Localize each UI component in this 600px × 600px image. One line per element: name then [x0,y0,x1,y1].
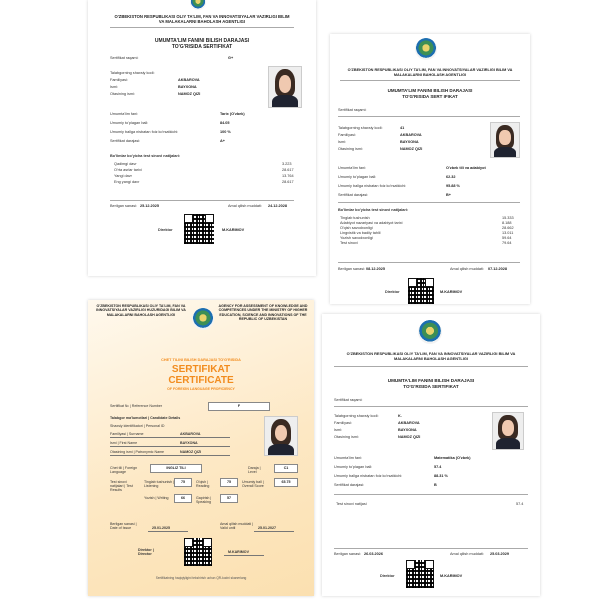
issued-date: 25.12.2025 [140,204,160,208]
divider [110,27,294,28]
divider [334,494,528,495]
divider [254,531,294,532]
issued-label: Berilgan sanasi: [338,267,366,271]
divider [110,200,294,201]
field-label: Sertifikat raqami: [334,398,363,402]
qr-code-icon [184,214,214,244]
field-label: Shaxsiy identifikatori | Personal ID [110,424,165,428]
emblem-icon [192,308,214,330]
field-label: Otasining ismi: [334,435,359,439]
result-value: 100 % [220,130,231,134]
result-label: Umumiy ballga nisbatan foiz ko'rsatkichi: [338,184,407,188]
candidate-photo [264,416,298,456]
language-label: Chet tili | Foreign Language [110,466,138,474]
certificate-title-en: CERTIFICATE [168,375,234,386]
field-label: Familiyasi: [334,421,352,425]
certificate-subtitle: CHET TILINI BILISH DARAJASI TO'G'RISIDA [161,358,241,362]
field-value: NAMOZ QIZI [178,92,201,96]
divider [334,406,528,407]
field-value: BAYXONA [178,85,197,89]
result-label: Umumta'lim fani: [338,166,367,170]
issued-label: Berilgan sanasi | Date of Issue [110,522,137,530]
agency-header: O'ZBEKISTON RESPUBLIKASI OLIY TA'LIM, FAN VA INNOVATSIYALAR VAZIRLIGI BILIM VA MALAKALARNI BAHOLASH AGENTLIGI [347,68,513,77]
section-heading: Bo'limlar bo'yicha test sinovi natijalari: [338,208,409,212]
valid-date: 07.12.2028 [488,267,508,271]
result-label: Umumiy to'plagan ball: [338,175,377,179]
field-label: Otasining ismi: [338,147,363,151]
section-label: Lingvistik va badiiy tahlil [340,231,381,235]
certificate-title: UMUMTA'LIM FANINI BILISH DARAJASI [387,88,473,93]
director-label: Direktor | Director [138,548,154,556]
test-results-label: Test sinovi natijalari | Test Results [110,480,133,492]
result-value: B+ [446,193,451,197]
director-name: M.KARIMOV [440,574,463,578]
result-label: Umumiy ballga nisbatan foiz ko'rsatkichi: [334,474,403,478]
qr-code-icon [408,278,434,304]
certificate-math [322,314,540,596]
certificate-title: UMUMTA'LIM FANINI BILISH DARAJASI [154,38,250,44]
result-value: 84.05 [220,121,230,125]
candidate-photo [268,66,302,108]
certificate-title-2: TO'G'RISIDA SERT IFIKAT [402,94,458,99]
score-label: Tinglab tushunish | Listening [144,480,174,488]
result-label: Sertifikat darajasi: [334,483,365,487]
certificate-title-uz: SERTIFIKAT [171,364,231,375]
divider [224,555,264,556]
divider [334,548,528,549]
field-value: K. [398,414,402,418]
director-name: M.KARIMOV [440,290,463,294]
result-label: Sertifikat darajasi: [110,139,141,143]
field-label: Familiyasi: [110,78,128,82]
field-label: Familiyasi | Surname [110,432,144,436]
section-label: Eng yangi davr [114,180,140,184]
certificate-uzbek-language [330,34,530,304]
divider [338,116,520,117]
field-value: NAMOZ QIZI [400,147,423,151]
section-value: 8.188 [502,221,512,225]
issued-date: 26.03.2026 [364,552,384,556]
score-label: Gapirish | Speaking [196,496,212,504]
field-label: Ismi: [334,428,343,432]
score-label: O'qish | Reading [196,480,210,488]
candidate-heading: Talabgor ma'lumotlari | Candidate Details [110,416,181,420]
section-label: O'rta asrlar tarixi [114,168,142,172]
divider [110,446,230,447]
section-value: 13.764 [282,174,294,178]
section-heading: Bo'limlar bo'yicha test sinovi natijalari: [110,154,181,158]
issued-date: 25.01.2025 [152,526,170,530]
candidate-photo [490,122,520,158]
score-writing: 66 [174,494,192,503]
section-value: 28.617 [282,168,294,172]
emblem-icon [415,38,437,60]
agency-header-uz: O'ZBEKISTON RESPUBLIKASI OLIY TA'LIM, FAN VA INNOVATSIYALAR VAZIRLIGI HUZURIDAGI BILIM VA MALAKALARNI BAHOLASH AGENTLIGI [96,304,186,317]
field-label: Familiyasi: [338,133,356,137]
language-value: INGLIZ TILI [150,464,202,473]
test-result-value: 57.4 [516,502,524,506]
field-label: Talabgorning shaxsiy kodi: [110,71,155,75]
certificate-foreign-language [88,300,314,596]
test-result-label: Test sinovi natijasi [336,502,367,506]
section-value: 28.617 [282,180,294,184]
certificate-title: UMUMTA'LIM FANINI BILISH DARAJASI [387,378,475,383]
field-value: 41 [400,126,405,130]
agency-header-en: AGENCY FOR ASSESSMENT OF KNOWLEDGE AND COMPETENCES UNDER THE MINISTRY OF HIGHER EDUCATION, SCIENCE AND INNOVATIONS OF THE REPUBLIC OF UZBEKISTAN [218,304,308,322]
verification-note: Sertifikatning haqiqiyligini tekshirish uchun QR-kodni skanerlang [155,576,247,580]
qr-code-icon [184,538,212,566]
issued-label: Berilgan sanasi: [110,204,138,208]
level-label: Daraja | Level [248,466,261,474]
divider [110,455,230,456]
field-value: AKBAROVA [178,78,200,82]
section-value: 3.223 [282,162,292,166]
field-value: AKBAROVA [400,133,422,137]
score-listening: 75 [174,478,192,487]
field-label: Ismi: [338,140,347,144]
section-value: 13.011 [502,231,514,235]
section-value: 15.333 [502,216,514,220]
reference-number: F [208,402,270,411]
field-label: Sertifikat raqami: [110,56,139,60]
divider [338,262,520,263]
director-label: Direktor [380,574,395,578]
candidate-photo [492,412,524,450]
field-value: G+ [228,56,234,60]
agency-header: O'ZBEKISTON RESPUBLIKASI OLIY TA'LIM, FAN VA INNOVATSIYALAR VAZIRLIGI BILIM VA MALAKALARNI BAHOLASH AGENTLIGI [346,351,516,361]
result-label: Umumta'lim fani: [334,456,363,460]
emblem-icon [418,320,442,344]
field-label: Talabgorning shaxsiy kodi: [338,126,383,130]
field-value: BAYXONA [400,140,419,144]
result-label: Sertifikat darajasi: [338,193,369,197]
field-label: Talabgorning shaxsiy kodi: [334,414,379,418]
result-value: Matematika (O'zbek) [434,456,471,460]
field-value: BAYXONA [180,441,198,445]
certificate-title-2: TO'G'RISIDA SERTIFIKAT [171,44,233,50]
divider [110,437,230,438]
field-value: BAYXONA [398,428,417,432]
issued-label: Berilgan sanasi: [334,552,362,556]
certificate-history [88,0,316,276]
director-label: Direktor [385,290,400,294]
director-name: M.KARIMOV [228,550,249,554]
field-label: Otasining ismi: [110,92,135,96]
result-value: 95.88 % [446,184,460,188]
valid-date: 25.01.2027 [258,526,276,530]
score-overall: 65.75 [274,478,298,487]
divider [338,202,520,203]
divider [148,531,188,532]
score-speaking: 57 [220,494,238,503]
result-value: 62.32 [446,175,456,179]
score-reading: 75 [220,478,238,487]
director-label: Direktor [158,228,173,232]
emblem-icon [190,0,206,10]
section-label: Adabiyot nazariyasi va adabiyot tarixi [340,221,403,225]
section-value: 59.64 [502,236,512,240]
field-label: Sertifikat raqami: [338,108,367,112]
director-name: M.KARIMOV [222,228,245,232]
field-label: Ismi: [110,85,119,89]
section-label: Tinglab tushunish [340,216,370,220]
field-value: NAMOZ QIZI [180,450,202,454]
qr-code-icon [406,560,434,588]
valid-date: 24.12.2028 [268,204,288,208]
result-label: Umumta'lim fani: [110,112,139,116]
field-value: NAMOZ QIZI [398,435,421,439]
result-label: Umumiy to'plagan ball: [334,465,373,469]
field-value: AKBAROVA [398,421,420,425]
section-value: 79.64 [502,241,512,245]
result-value: A+ [220,139,225,143]
reference-label: Sertifikat № | Reference Number [110,404,163,408]
section-value: 28.662 [502,226,514,230]
valid-label: Amal qilish muddati: [228,204,262,208]
result-value: 88.31 % [434,474,448,478]
valid-label: Amal qilish muddati | Valid until [220,522,254,530]
section-label: Yangi davr [114,174,132,178]
score-label: Yozish | Writing [144,496,169,500]
result-value: O'zbek tili va adabiyot [446,166,486,170]
section-label: O'qish savodxonligi [340,226,373,230]
field-label: Otasining ismi | Patronymic Name [110,450,165,454]
score-label: Umumiy ball | Overall Score [242,480,264,488]
result-label: Umumiy ballga nisbatan foiz ko'rsatkichi: [110,130,179,134]
result-value: Tarix (O'zbek) [220,112,245,116]
result-value: 57.4 [434,465,442,469]
field-label: Ismi | First Name [110,441,138,445]
result-value: B [434,483,437,487]
section-label: Yozish savodxonligi [340,236,373,240]
field-value: AKBAROVA [180,432,201,436]
valid-date: 25.03.2029 [490,552,510,556]
certificate-title-2: TO'G'RISIDA SERTIFIKAT [403,384,459,389]
level-value: C1 [274,464,298,473]
valid-label: Amal qilish muddati: [450,267,484,271]
divider [340,80,520,81]
divider [334,366,528,367]
result-label: Umumiy to'plagan ball: [110,121,149,125]
section-label: Test sinovi [340,241,358,245]
agency-header: O'ZBEKISTON RESPUBLIKASI OLIY TA'LIM, FAN VA INNOVATSIYALAR VAZIRLIGI BILIM VA MALAKALARNI BAHOLASH AGENTLIGI [114,14,290,24]
certificate-subtitle-2: OF FOREIGN LANGUAGE PROFICIENCY [167,387,235,391]
section-label: Qadimgi davr [114,162,137,166]
issued-date: 08.12.2025 [366,267,386,271]
valid-label: Amal qilish muddati: [450,552,484,556]
